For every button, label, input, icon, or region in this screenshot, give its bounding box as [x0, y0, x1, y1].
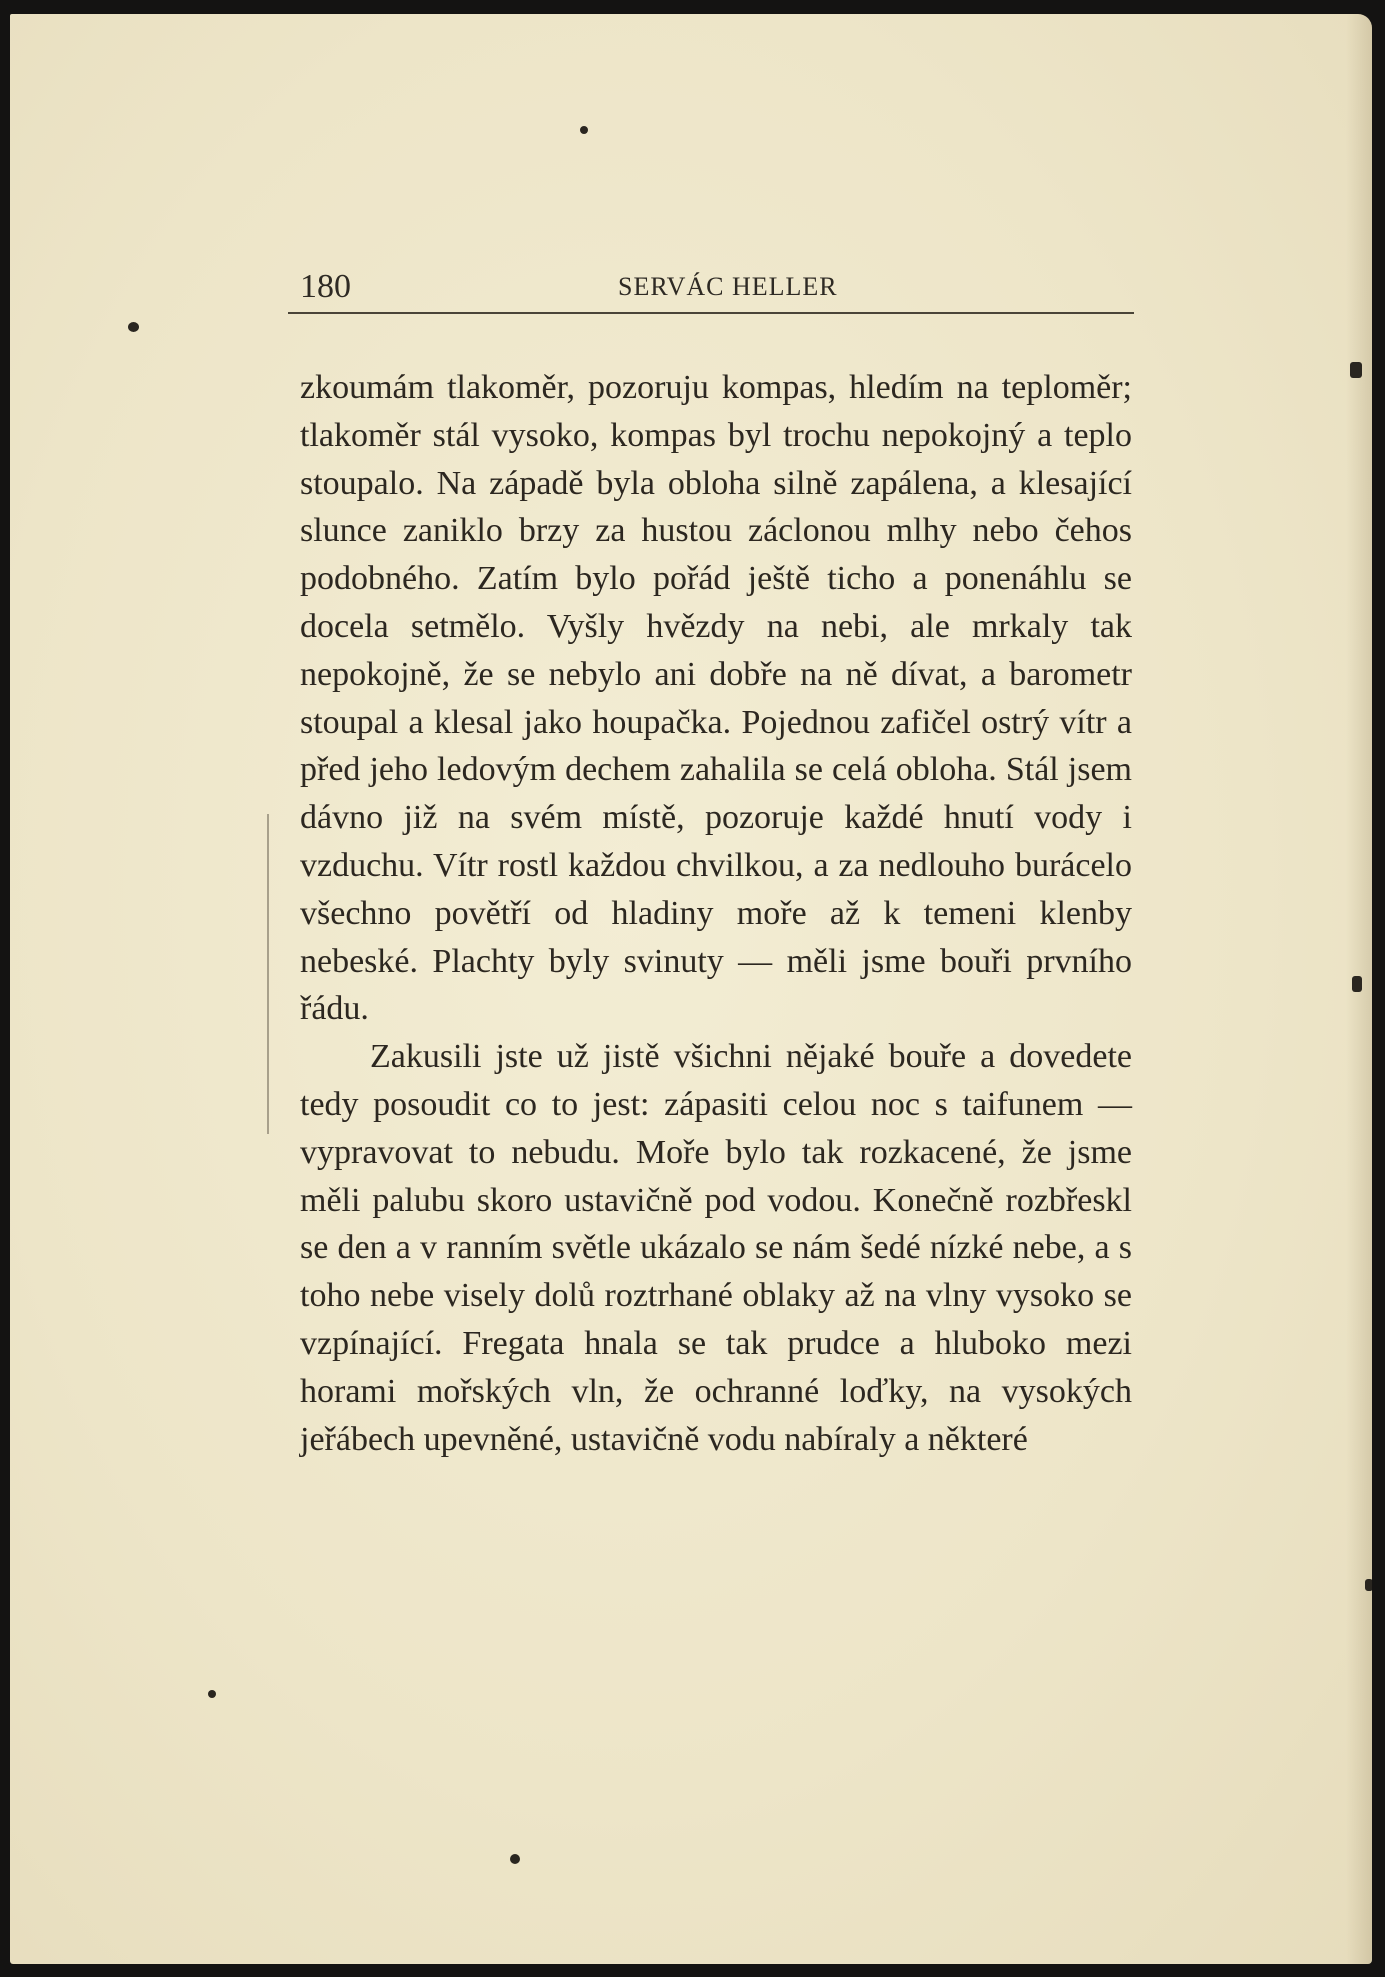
ink-speck	[128, 322, 139, 332]
ink-speck	[580, 126, 588, 134]
ink-speck	[1365, 1579, 1372, 1591]
body-text	[300, 364, 1132, 1463]
running-title: SERVÁC HELLER	[618, 272, 838, 301]
ink-speck	[1350, 362, 1362, 378]
ink-speck	[510, 1854, 520, 1864]
ink-speck	[208, 1690, 216, 1698]
margin-pencil-line	[267, 814, 269, 1134]
page-header	[288, 262, 1134, 314]
paragraph-2: Zakusili jste už jistě všichni nějaké bouře a dovedete tedy posoudit co to jest: zápasiti celou noc s taifunem — vypravovat to nebudu. Moře bylo tak rozkacené, že jsme měli palubu skoro ustavičně pod vodou. Konečně rozbřeskl se den a v ranním světle ukázalo se nám šedé nízké nebe, a s toho nebe visely dolů roztrhané oblaky až na vlny vysoko se vzpínající. Fregata hnala se tak prudce a hluboko mezi horami mořských vln, že ochranné loďky, na vysokých jeřábech upevněné, ustavičně vodu nabíraly a některé	[300, 1038, 1132, 1458]
paragraph-1: zkoumám tlakoměr, pozoruju kompas, hledím na teploměr; tlakoměr stál vysoko, kompas byl trochu nepokojný a teplo stoupalo. Na západě byla obloha silně zapálena, a klesající slunce zaniklo brzy za hustou záclonou mlhy nebo čehos podobného. Zatím bylo pořád ještě ticho a ponenáhlu se docela setmělo. Vyšly hvězdy na nebi, ale mrkaly tak nepokojně, že se nebylo ani dobře na ně dívat, a barometr stoupal a klesal jako houpačka. Pojednou zafičel ostrý vítr a před jeho ledovým dechem zahalila se celá obloha. Stál jsem dávno již na svém místě, pozoruje každé hnutí vody i vzduchu. Vítr rostl každou chvilkou, a za nedlouho burácelo všechno povětří od hladiny moře až k temeni klenby nebeské. Plachty byly svinuty — měli jsme bouři prvního řádu.	[300, 369, 1132, 1028]
book-page	[10, 14, 1372, 1964]
page-number: 180	[300, 268, 351, 305]
ink-speck	[1352, 976, 1362, 992]
